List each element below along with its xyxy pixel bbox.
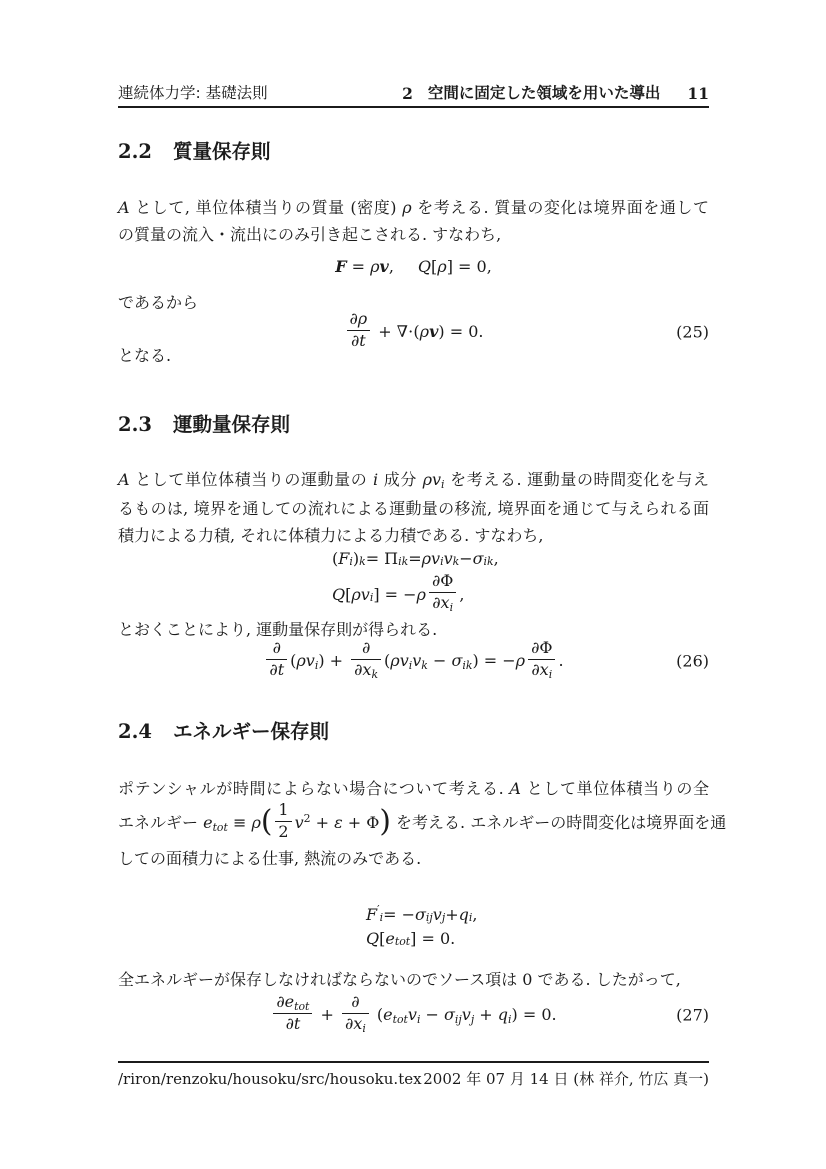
equation-26 [118,636,709,686]
footer-date-authors: 2002 年 07 月 14 日 (林 祥介, 竹広 真一) [423,1070,709,1088]
equation-body: ( F i ) k = Π ik = ρv i v k − σ ik , [332,549,499,569]
text-line: るものは, 境界を通しての流れによる運動量の移流, 境界面を通じて与えられる面 [118,499,709,518]
page-footer [118,1061,709,1089]
equation-body: F ′ i = − σ ij v j + q i , [366,902,478,925]
section-title: 運動量保存則 [172,413,290,436]
footer-file-path: /riron/renzoku/housoku/src/housoku.tex [118,1070,422,1088]
paragraph-mass [118,194,709,248]
equation-body: $\frac{\partial\rho}{\partial t}$ + ∇⋅(ρv) = 0. [344,311,484,354]
text-line: しての面積力による仕事, 熱流のみである. [118,848,422,868]
section-heading-mass [118,139,270,165]
text-line: の質量の流入・流出にのみ引き起こされる. すなわち, [118,225,502,244]
running-header-section-number: 2 [402,84,413,103]
equation-energy-flux [366,902,478,953]
equation-momentum-flux [332,549,499,621]
text-line: エネルギー etot ≡ ρ( $\frac{1}{2}$ $v^2 + \varepsilon + \Phi$) を考える. エネルギーの時間変化は境界面を通 [118,800,727,841]
text-line: A として単位体積当りの運動量の i 成分 ρvi を考える. 運動量の時間変化を与え [118,470,709,492]
running-header-title: 連続体力学: 基礎法則 [118,84,268,102]
section-number: 2.4 [118,720,152,743]
section-heading-momentum [118,412,290,438]
section-title: エネルギー保存則 [172,720,329,743]
equation-27 [118,990,709,1040]
connective-text: 全エネルギーが保存しなければならないのでソース項は 0 である. したがって, [118,970,681,989]
text-line: A として, 単位体積当りの質量 (密度) ρ を考える. 質量の変化は境界面を通して [118,198,709,217]
connective-text: とおくことにより, 運動量保存則が得られる. [118,620,438,639]
running-header [118,84,709,108]
connective-text: であるから [118,293,199,312]
page-number: 11 [687,84,709,103]
paragraph-momentum [118,466,709,549]
equation-body: F = ρv, Q[ρ] = 0, [335,256,492,276]
equation-number: (26) [676,651,709,671]
equation-body: $\frac{\partial}{\partial t}$ (ρvi) + $\frac{\partial}{\partial xk}$ (ρvivk − σik) = −ρ $\frac{\partial\Phi}{\partial xi}$ . [263,640,563,683]
equation-body: Q [ ρv i ] = − ρ $\frac{\partial\Phi}{\partial xi}$ , [332,571,465,614]
connective-text: となる. [118,346,172,365]
text-line: ポテンシャルが時間によらない場合について考える. A として単位体積当りの全 [118,779,709,798]
section-heading-energy [118,719,329,745]
paragraph-energy [118,775,727,872]
equation-body: $\frac{\text{∂etot}}{\partial t}$ + $\frac{\partial}{\partial xi}$ (etotvi − σijvj + qi) = 0. [270,994,556,1037]
equation-mass-flux [118,252,709,280]
section-number: 2.2 [118,140,152,163]
text-line: 積力による力積, それに体積力による力積である. すなわち, [118,526,544,545]
section-title: 質量保存則 [172,140,271,163]
running-header-section [402,84,660,103]
equation-body: Q [ e tot ] = 0. [366,929,456,949]
equation-number: (27) [676,1005,709,1025]
running-header-section-title: 空間に固定した領域を用いた導出 [427,84,661,102]
section-number: 2.3 [118,413,152,436]
equation-number: (25) [676,322,709,342]
